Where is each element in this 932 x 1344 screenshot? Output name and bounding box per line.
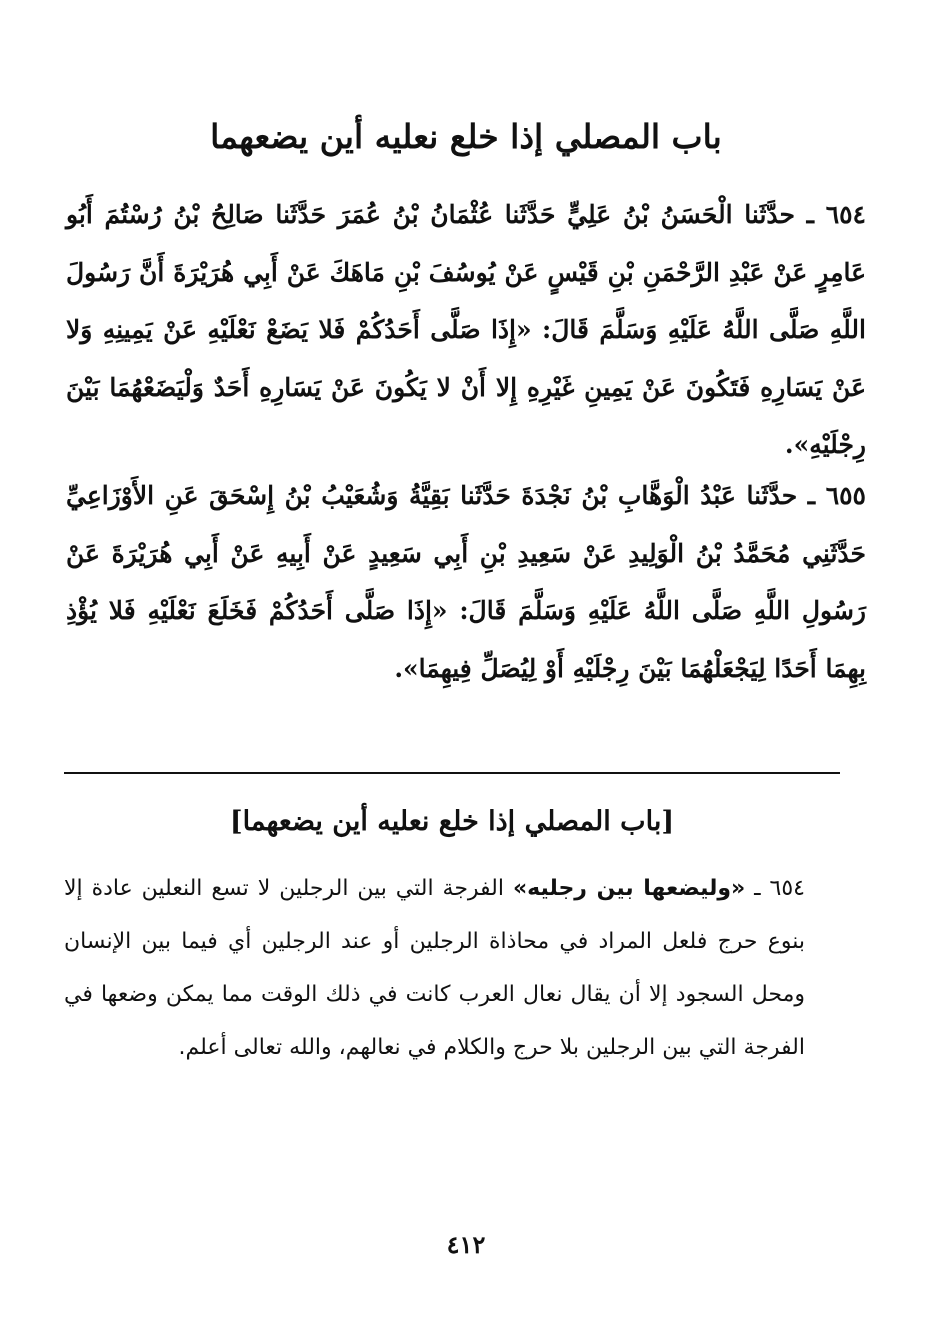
hadith-number: ٦٥٥ ـ — [807, 481, 866, 510]
commentary-paragraph — [64, 862, 805, 1074]
page-number: ٤١٢ — [446, 1230, 486, 1259]
hadith-number: ٦٥٤ ـ — [806, 200, 866, 229]
hadith-text: حدَّثَنا الْحَسَنُ بْنُ عَلِيٍّ حَدَّثَنا عُثْمَانُ بْنُ عُمَرَ حَدَّثَنا صَالِحُ بْنُ رُسْتُمَ أَبُو عَامِرٍ عَنْ عَبْدِ الرَّحْمَنِ بْنِ قَيْسٍ عَنْ يُوسُفَ بْنِ مَاهَكَ عَنْ أَبِي هُرَيْرَةَ أَنَّ رَسُولَ اللَّهِ صَلَّى اللَّهُ عَلَيْهِ وَسَلَّمَ قَالَ: «إِذَا صَلَّى أَحَدُكُمْ فَلا يَضَعْ نَعْلَيْهِ عَنْ يَمِينِهِ وَلا عَنْ يَسَارِهِ فَتَكُونَ عَنْ يَمِينِ غَيْرِهِ إِلا أَنْ لا يَكُونَ عَنْ يَسَارِهِ أَحَدٌ وَلْيَضَعْهُمَا بَيْنَ رِجْلَيْهِ». — [66, 200, 866, 459]
commentary-quote: «وليضعها بين رجليه» — [512, 876, 746, 901]
hadith-text: حدَّثَنا عَبْدُ الْوَهَّابِ بْنُ نَجْدَةَ حَدَّثَنا بَقِيَّةُ وَشُعَيْبُ بْنُ إِسْحَقَ عَنِ الأَوْزَاعِيِّ حَدَّثَنِي مُحَمَّدُ بْنُ الْوَلِيدِ عَنْ سَعِيدِ بْنِ أَبِي سَعِيدٍ عَنْ أَبِيهِ عَنْ أَبِي هُرَيْرَةَ عَنْ رَسُولِ اللَّهِ صَلَّى اللَّهُ عَلَيْهِ وَسَلَّمَ قَالَ: «إِذَا صَلَّى أَحَدُكُمْ فَخَلَعَ نَعْلَيْهِ فَلا يُؤْذِ بِهِمَا أَحَدًا لِيَجْعَلْهُمَا بَيْنَ رِجْلَيْهِ أَوْ لِيُصَلِّ فِيهِمَا». — [66, 481, 866, 683]
chapter-title: باب المصلي إذا خلع نعليه أين يضعهما — [210, 117, 722, 156]
commentary-title: [باب المصلي إذا خلع نعليه أين يضعهما] — [229, 806, 675, 837]
hadith-654 — [66, 186, 866, 474]
commentary-text: الفرجة التي بين الرجلين لا تسع النعلين عادة إلا بنوع حرج فلعل المراد في محاذاة الرجلين أو عند الرجلين أي فيما بين الإنسان ومحل السجود إلا أن يقال نعال العرب كانت في ذلك الوقت مما يمكن وضعها في الفرجة التي بين الرجلين بلا حرج والكلام في نعالهم، والله تعالى أعلم. — [64, 876, 805, 1060]
commentary-number: ٦٥٤ ـ — [754, 876, 805, 901]
footnote-divider — [64, 772, 840, 774]
hadith-655 — [66, 467, 866, 697]
